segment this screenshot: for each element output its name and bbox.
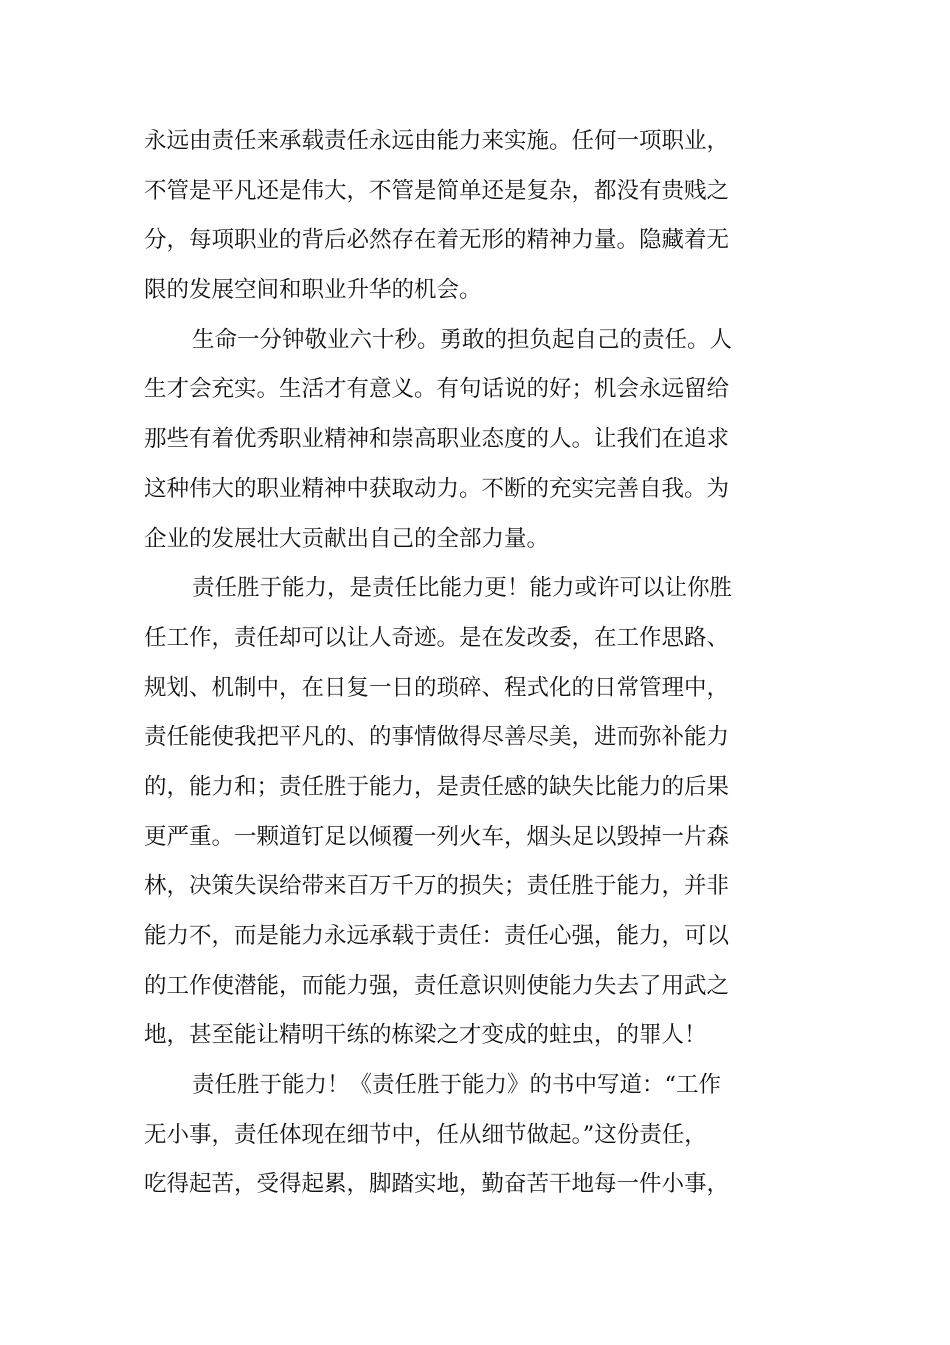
paragraph-first-line: 责任胜于能力！《责任胜于能力》的书中写道：“工作 [192, 1072, 722, 1099]
text-line: 不管是平凡还是伟大，不管是简单还是复杂，都没有贵贱之 [144, 177, 730, 204]
text-line: 限的发展空间和职业升华的机会。 [144, 277, 482, 304]
text-line: 规划、机制中，在日复一日的琐碎、程式化的日常管理中， [144, 674, 730, 701]
text-line: 任工作，责任却可以让人奇迹。是在发改委，在工作思路、 [144, 624, 730, 651]
text-line: 生才会充实。生活才有意义。有句话说的好；机会永远留给 [144, 376, 730, 403]
text-line: 能力不，而是能力永远承载于责任：责任心强，能力，可以 [144, 923, 730, 949]
text-line: 的，能力和；责任胜于能力，是责任感的缺失比能力的后果 [144, 773, 730, 800]
text-line: 吃得起苦，受得起累，脚踏实地，勤奋苦干地每一件小事， [144, 1171, 730, 1198]
text-line: 企业的发展壮大贡献出自己的全部力量。 [144, 525, 550, 552]
paragraph-first-line: 责任胜于能力，是责任比能力更！能力或许可以让你胜 [192, 575, 733, 602]
text-line: 分，每项职业的背后必然存在着无形的精神力量。隐藏着无 [144, 227, 730, 254]
text-line: 的工作使潜能，而能力强，责任意识则使能力失去了用武之 [144, 972, 730, 999]
text-line: 更严重。一颗道钉足以倾覆一列火车，烟头足以毁掉一片森 [144, 823, 730, 850]
text-line: 林，决策失误给带来百万千万的损失；责任胜于能力，并非 [144, 873, 730, 900]
text-line: 永远由责任来承载责任永远由能力来实施。任何一项职业， [144, 128, 730, 154]
document-body [144, 117, 744, 1210]
text-line: 责任能使我把平凡的、的事情做得尽善尽美，进而弥补能力 [144, 724, 730, 751]
text-line: 无小事，责任体现在细节中，任从细节做起。”这份责任， [144, 1121, 707, 1148]
text-line: 这种伟大的职业精神中获取动力。不断的充实完善自我。为 [144, 475, 730, 502]
text-line: 那些有着优秀职业精神和崇高职业态度的人。让我们在追求 [144, 426, 730, 453]
paragraph-first-line: 生命一分钟敬业六十秒。勇敢的担负起自己的责任。人 [192, 326, 733, 353]
text-line: 地，甚至能让精明干练的栋梁之才变成的蛀虫，的罪人！ [144, 1022, 707, 1049]
